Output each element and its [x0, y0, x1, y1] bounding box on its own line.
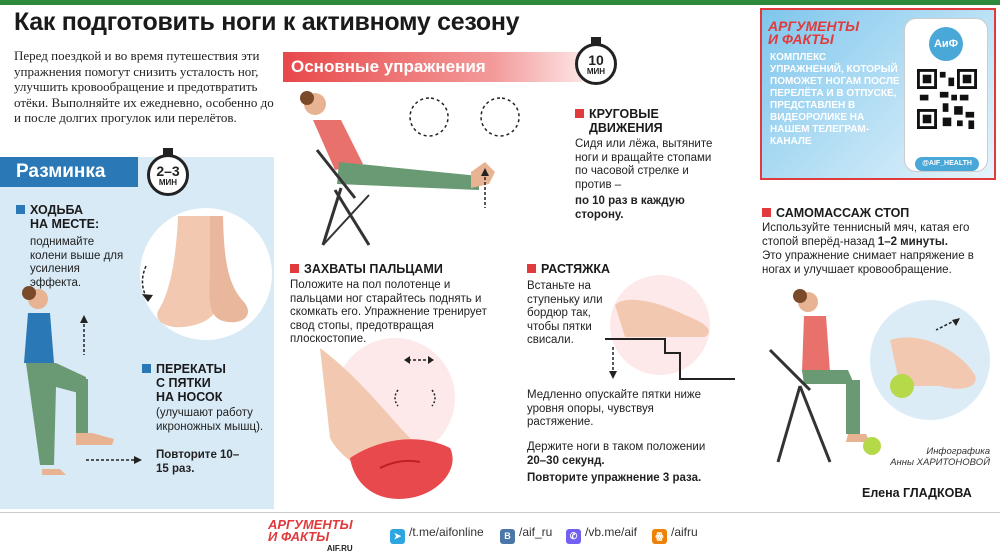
step-stretch-illustration	[605, 275, 735, 385]
intro-text: Перед поездкой и во время путешествия эти упражнения помогут снизить усталость ног, улучшить кровообращение и предотвратить отёки. Выполняйте их ежедневно, особенно до и после долгих прогулок или перелётов.	[14, 48, 274, 125]
rolls-text: (улучшают работу икроножных мышц).	[156, 407, 264, 433]
viber-icon: ✆	[566, 529, 581, 544]
circular-text: Сидя или лёжа, вытяните ноги и вращайте стопами по часовой стрелке и против –	[575, 138, 713, 191]
massage-text-1	[762, 222, 992, 249]
viber-link-text: /vb.me/aif	[585, 525, 638, 539]
massage-text-2: Это упражнение снимает напряжение в ногах и улучшает кровообращение.	[762, 250, 974, 276]
telegram-promo[interactable]	[760, 8, 996, 180]
main-timer-icon	[575, 43, 617, 85]
main-exercises-tab: Основные упражнения	[283, 52, 583, 82]
walking-text: поднимайте колени выше для усиления эффекта.	[30, 236, 124, 289]
infographic-credit-name: Анны ХАРИТОНОВОЙ	[890, 457, 990, 468]
dashed-arrow-right	[86, 456, 146, 464]
phone-card	[904, 18, 988, 172]
qr-code-icon[interactable]	[917, 69, 977, 129]
promo-text: КОМПЛЕКС УПРАЖНЕНИЙ, КОТОРЫЙ ПОМОЖЕТ НОГАМ ПОСЛЕ ПЕРЕЛЁТА И В ОТПУСКЕ, ПРЕДСТАВЛЕН В ВИДЕОРОЛИКЕ НА НАШЕМ ТЕЛЕГРАМ-КАНАЛЕ	[770, 52, 900, 147]
bullet-square	[16, 205, 25, 214]
infographic-credit-label: Инфографика	[926, 446, 990, 457]
warmup-timer-value: 2–3	[156, 163, 180, 179]
promo-logo-line-2: И ФАКТЫ	[768, 31, 834, 47]
grip-title: ЗАХВАТЫ ПАЛЬЦАМИ	[304, 262, 443, 276]
bullet-square	[290, 264, 299, 273]
author-name: Елена ГЛАДКОВА	[862, 486, 972, 500]
footer-vk-link[interactable]	[500, 525, 552, 544]
feet-illustration	[128, 206, 274, 346]
aif-badge: АиФ	[929, 27, 963, 61]
promo-handle: @AIF_HEALTH	[915, 157, 979, 171]
grip-heading	[290, 262, 443, 276]
circular-heading	[575, 107, 663, 135]
walking-woman-illustration	[16, 283, 126, 478]
stretch-hold-label: Держите ноги в таком положении	[527, 441, 706, 453]
massage-text-1a: Используйте теннисный мяч, катая его стопой вперёд-назад	[762, 222, 970, 248]
odnoklassniki-icon: ꙮ	[652, 529, 667, 544]
warmup-timer-unit: МИН	[158, 178, 178, 187]
seated-massage-illustration	[760, 290, 990, 470]
massage-duration: 1–2 минуты.	[877, 235, 948, 248]
telegram-icon: ➤	[390, 529, 405, 544]
seated-woman-circular-illustration	[295, 90, 505, 250]
stretch-title: РАСТЯЖКА	[541, 262, 611, 276]
footer-logo-line-2: И ФАКТЫ	[268, 529, 330, 544]
stretch-repeat: Повторите упражнение 3 раза.	[527, 472, 702, 484]
footer-logo-line-1: АРГУМЕНТЫ	[268, 517, 353, 532]
circular-title-1: КРУГОВЫЕ	[589, 107, 659, 121]
rolls-title-1: ПЕРЕКАТЫ	[156, 362, 226, 376]
telegram-link-text: /t.me/aifonline	[409, 525, 484, 539]
massage-title: САМОМАССАЖ СТОП	[776, 206, 910, 220]
footer-viber-link[interactable]	[566, 525, 637, 544]
rolls-title-3: НА НОСОК	[156, 390, 223, 404]
footer	[0, 512, 1000, 553]
bullet-square	[575, 109, 584, 118]
vk-link-text: /aif_ru	[519, 525, 553, 539]
stretch-text-1: Встаньте на ступеньку или бордюр так, чтобы пятки свисали.	[527, 280, 603, 346]
warmup-timer-icon	[147, 154, 189, 196]
main-timer-value: 10	[588, 52, 604, 68]
footer-logo-site: AIF.RU	[326, 544, 353, 553]
warmup-tab: Разминка	[0, 157, 138, 187]
towel-grip-illustration	[300, 338, 460, 508]
bullet-square	[762, 208, 771, 217]
footer-logo[interactable]	[268, 519, 353, 555]
vk-icon: B	[500, 529, 515, 544]
ok-link-text: /aifru	[671, 525, 698, 539]
circular-title-2: ДВИЖЕНИЯ	[589, 121, 663, 135]
promo-logo	[768, 18, 860, 47]
rolls-heading	[142, 362, 226, 404]
walking-title-2: НА МЕСТЕ:	[30, 217, 100, 231]
circular-repeat: по 10 раз в каждую сторону.	[575, 195, 685, 221]
bullet-square	[527, 264, 536, 273]
page-title: Как подготовить ноги к активному сезону	[14, 8, 520, 36]
walking-title-1: ХОДЬБА	[30, 203, 83, 217]
top-accent-bar	[0, 0, 1000, 5]
stretch-heading	[527, 262, 610, 276]
infographic-credit	[868, 446, 990, 468]
stretch-hold-duration: 20–30 секунд.	[527, 454, 605, 467]
promo-logo-line-1: АРГУМЕНТЫ	[768, 18, 860, 34]
bullet-square	[142, 364, 151, 373]
main-timer-unit: МИН	[586, 67, 606, 76]
walking-heading	[16, 203, 99, 231]
stretch-text-2: Медленно опускайте пятки ниже уровня опоры, чувствуя растяжение.	[527, 389, 702, 428]
massage-heading	[762, 206, 909, 220]
stretch-hold-text	[527, 441, 717, 468]
footer-ok-link[interactable]	[652, 525, 698, 544]
footer-telegram-link[interactable]	[390, 525, 484, 544]
rolls-repeat: Повторите 10–15 раз.	[156, 449, 240, 475]
grip-text: Положите на пол полотенце и пальцами ног старайтесь поднять и скомкать его. Упражнение тренирует свод стопы, предотвращая плоскостопие.	[290, 279, 487, 345]
rolls-title-2: С ПЯТКИ	[156, 376, 211, 390]
